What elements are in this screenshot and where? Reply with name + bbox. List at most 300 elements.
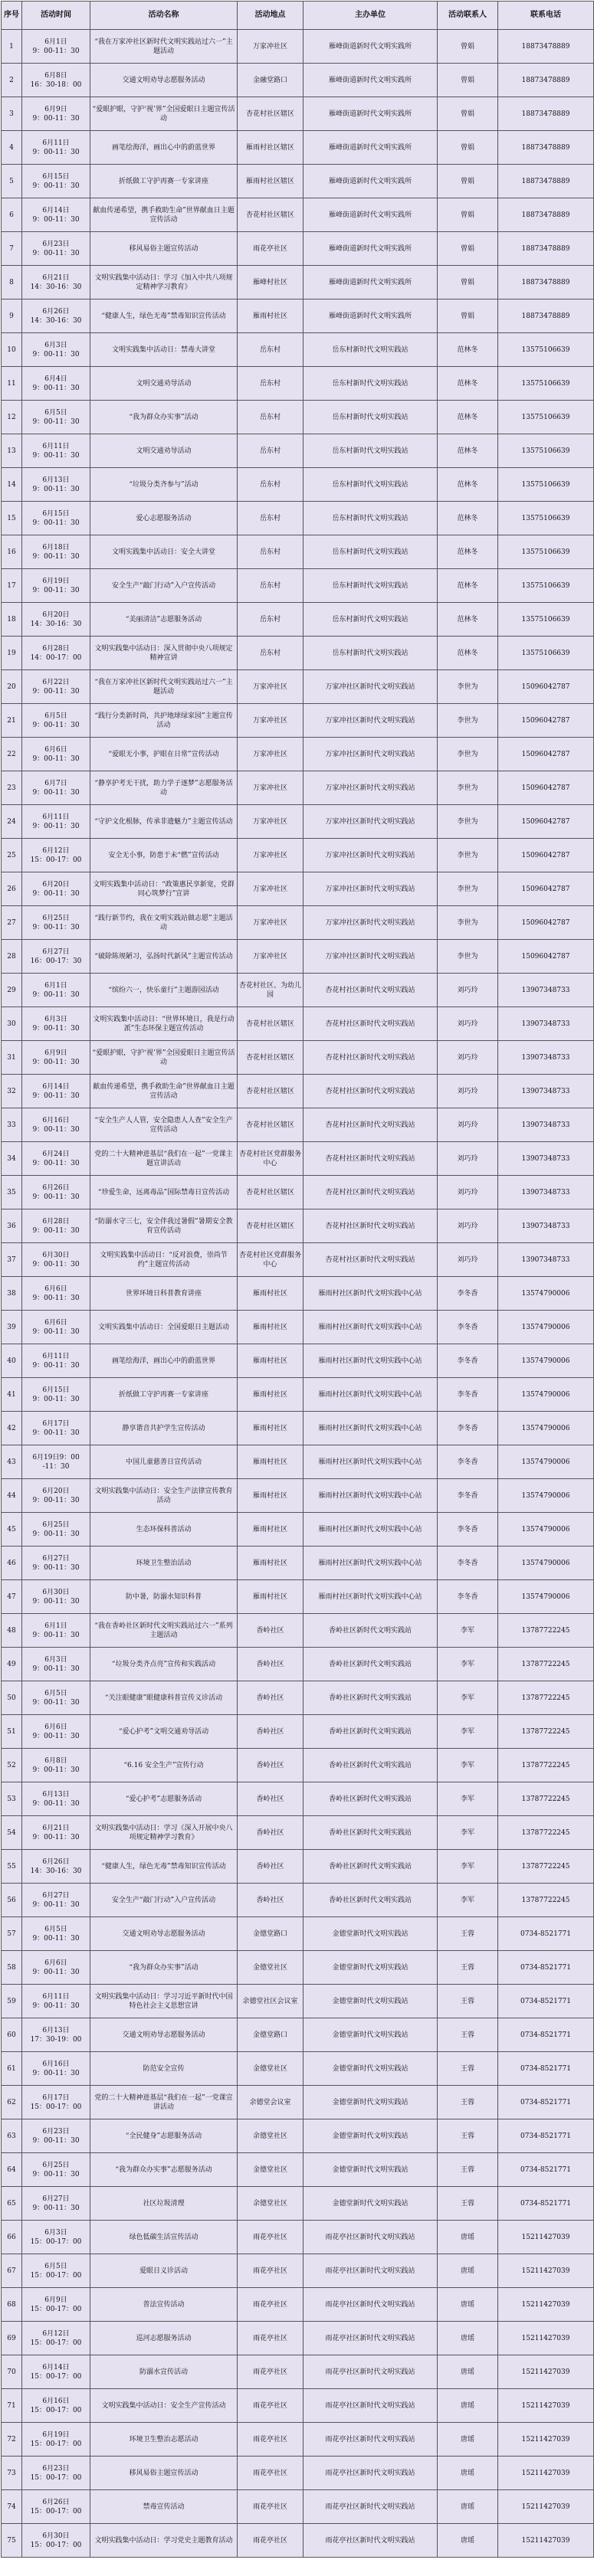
activity-time: 6月19日9：00 -11：30 xyxy=(22,1445,90,1479)
activity-organizer: 万家冲社区新时代文明实践站 xyxy=(304,872,438,906)
contact-person: 王蓉 xyxy=(438,2153,498,2187)
table-row xyxy=(2,2288,594,2322)
activity-location: 余德堂社区会议室 xyxy=(238,1985,304,2018)
activity-organizer: 金德堂新时代文明实践站 xyxy=(304,2086,438,2119)
table-row xyxy=(2,603,594,637)
contact-person: 李军 xyxy=(438,1749,498,1782)
activity-time: 6月27日 9：00-11：30 xyxy=(22,1884,90,1917)
activity-name: 折纸做工守护再赛一专家讲座 xyxy=(90,1378,238,1412)
table-row xyxy=(2,637,594,670)
activity-name: 交通文明劝导志愿服务活动 xyxy=(90,64,238,97)
contact-person: 刘巧玲 xyxy=(438,1007,498,1041)
row-index: 17 xyxy=(2,569,22,603)
activity-location: 雨花亭社区 xyxy=(238,2490,304,2524)
activity-time: 6月23日 9：00-11：30 xyxy=(22,232,90,266)
activity-location: 金德堂社区 xyxy=(238,1951,304,1985)
contact-person: 唐瑶 xyxy=(438,2490,498,2524)
activity-organizer: 金德堂新时代文明实践站 xyxy=(304,1951,438,1985)
row-index: 23 xyxy=(2,771,22,805)
contact-phone: 13907348733 xyxy=(498,1209,594,1243)
activity-name: “美丽清洁”志愿服务活动 xyxy=(90,603,238,637)
contact-phone: 15096042787 xyxy=(498,805,594,839)
row-index: 37 xyxy=(2,1243,22,1277)
activity-time: 6月9日 9：00-11：30 xyxy=(22,97,90,131)
contact-phone: 18873478889 xyxy=(498,165,594,198)
row-index: 24 xyxy=(2,805,22,839)
activity-name: 环境卫生整治活动 xyxy=(90,1547,238,1580)
row-index: 51 xyxy=(2,1715,22,1749)
activity-name: “防溺水守三七，安全伴我过暑假”暑期安全教育宣传活动 xyxy=(90,1209,238,1243)
contact-phone: 18873478889 xyxy=(498,299,594,333)
activity-location: 杏花村社区辖区 xyxy=(238,97,304,131)
contact-phone: 13574790006 xyxy=(498,1412,594,1445)
contact-phone: 13574790006 xyxy=(498,1479,594,1513)
activity-name: 献血传递希望，携手救助生命”世界献血日主题宣传活动 xyxy=(90,198,238,232)
row-index: 63 xyxy=(2,2119,22,2153)
table-row xyxy=(2,1681,594,1715)
activity-name: “安全生产人人管，安全隐患人人查”安全生产宣传活动 xyxy=(90,1108,238,1142)
row-index: 3 xyxy=(2,97,22,131)
activity-location: 杏花村社区、为幼儿园 xyxy=(238,974,304,1007)
activity-time: 6月4日 9：00-11：30 xyxy=(22,367,90,401)
contact-phone: 13907348733 xyxy=(498,1041,594,1075)
activity-organizer: 岳东村新时代文明实践站 xyxy=(304,401,438,434)
activity-location: 雁雨村社区辖区 xyxy=(238,165,304,198)
activity-location: 岳东村 xyxy=(238,434,304,468)
table-row xyxy=(2,165,594,198)
contact-phone: 15096042787 xyxy=(498,872,594,906)
activity-table xyxy=(1,1,594,2558)
row-index: 45 xyxy=(2,1513,22,1547)
contact-phone: 13787722245 xyxy=(498,1782,594,1816)
row-index: 74 xyxy=(2,2490,22,2524)
contact-phone: 15096042787 xyxy=(498,670,594,704)
row-index: 47 xyxy=(2,1580,22,1614)
contact-phone: 13907348733 xyxy=(498,974,594,1007)
table-row xyxy=(2,1614,594,1648)
activity-organizer: 香岭社区新时代文明实践站 xyxy=(304,1749,438,1782)
contact-person: 李世为 xyxy=(438,670,498,704)
contact-person: 李军 xyxy=(438,1884,498,1917)
activity-organizer: 岳东村新时代文明实践站 xyxy=(304,367,438,401)
contact-person: 李军 xyxy=(438,1782,498,1816)
activity-organizer: 雁峰街道新时代文明实践所 xyxy=(304,266,438,299)
row-index: 68 xyxy=(2,2288,22,2322)
contact-person: 范林冬 xyxy=(438,569,498,603)
table-row xyxy=(2,1445,594,1479)
activity-organizer: 万家冲社区新时代文明实践站 xyxy=(304,839,438,872)
contact-person: 唐瑶 xyxy=(438,2389,498,2423)
contact-person: 刘巧玲 xyxy=(438,1142,498,1176)
row-index: 7 xyxy=(2,232,22,266)
table-row xyxy=(2,1816,594,1850)
contact-phone: 0734-8521771 xyxy=(498,1985,594,2018)
contact-person: 唐瑶 xyxy=(438,2355,498,2389)
activity-name: 环境卫生整治志愿活动 xyxy=(90,2423,238,2457)
activity-time: 6月14日 9：00-11：30 xyxy=(22,1075,90,1108)
activity-organizer: 雁雨村社区新时代文明实践中心站 xyxy=(304,1344,438,1378)
activity-name: 文明实践集中活动日：深入贯彻中央八项规定精神宣讲 xyxy=(90,637,238,670)
contact-person: 王蓉 xyxy=(438,2052,498,2086)
contact-phone: 0734-8521771 xyxy=(498,2018,594,2052)
activity-location: 金德堂路口 xyxy=(238,1917,304,1951)
contact-phone: 15211427039 xyxy=(498,2389,594,2423)
activity-location: 岳东村 xyxy=(238,569,304,603)
header-location: 活动地点 xyxy=(238,2,304,30)
table-row xyxy=(2,1580,594,1614)
activity-location: 雨花亭社区 xyxy=(238,2457,304,2490)
activity-organizer: 杏花村社区新时代文明实践站 xyxy=(304,1176,438,1209)
row-index: 4 xyxy=(2,131,22,165)
activity-name: 文明实践集中活动日：“反对浪费，崇尚节约”主题宣传活动 xyxy=(90,1243,238,1277)
contact-phone: 15211427039 xyxy=(498,2322,594,2355)
table-row xyxy=(2,367,594,401)
table-row xyxy=(2,2153,594,2187)
row-index: 71 xyxy=(2,2389,22,2423)
activity-time: 6月3日 9：00-11：30 xyxy=(22,1007,90,1041)
contact-phone: 13907348733 xyxy=(498,1243,594,1277)
contact-phone: 0734-8521771 xyxy=(498,1917,594,1951)
activity-location: 雁雨村社区辖区 xyxy=(238,131,304,165)
activity-location: 雨花亭社区 xyxy=(238,2423,304,2457)
activity-time: 6月27日 9：00-11：30 xyxy=(22,2187,90,2221)
activity-organizer: 岳东村新时代文明实践站 xyxy=(304,535,438,569)
activity-location: 雨花亭社区 xyxy=(238,2254,304,2288)
activity-organizer: 雨花亭社区新时代文明实践站 xyxy=(304,2254,438,2288)
contact-person: 李世为 xyxy=(438,771,498,805)
contact-phone: 18873478889 xyxy=(498,266,594,299)
table-row xyxy=(2,1007,594,1041)
activity-location: 杏花村社区辖区 xyxy=(238,1209,304,1243)
table-row xyxy=(2,2389,594,2423)
contact-phone: 0734-8521771 xyxy=(498,2052,594,2086)
activity-name: 文明实践集中活动日：安全生产宣传活动 xyxy=(90,2389,238,2423)
contact-phone: 15211427039 xyxy=(498,2524,594,2558)
activity-organizer: 万家冲社区新时代文明实践站 xyxy=(304,738,438,771)
contact-phone: 13787722245 xyxy=(498,1614,594,1648)
activity-location: 雁雨村社区 xyxy=(238,1311,304,1344)
activity-organizer: 金德堂新时代文明实践站 xyxy=(304,1985,438,2018)
activity-location: 雨花亭社区 xyxy=(238,2389,304,2423)
activity-location: 雁雨村社区 xyxy=(238,299,304,333)
activity-organizer: 雨花亭社区新时代文明实践站 xyxy=(304,2322,438,2355)
activity-location: 雨花亭社区 xyxy=(238,232,304,266)
table-row xyxy=(2,266,594,299)
activity-time: 6月26日 14：30-16：30 xyxy=(22,1850,90,1884)
row-index: 54 xyxy=(2,1816,22,1850)
contact-phone: 18873478889 xyxy=(498,64,594,97)
contact-phone: 18873478889 xyxy=(498,232,594,266)
table-row xyxy=(2,502,594,535)
activity-time: 6月22日 9：00-11：30 xyxy=(22,670,90,704)
activity-time: 6月20日 14：30-16：30 xyxy=(22,603,90,637)
table-row xyxy=(2,2254,594,2288)
activity-name: 献血传递希望，携手救助生命”世界献血日主题宣传活动 xyxy=(90,1075,238,1108)
activity-organizer: 香岭社区新时代文明实践站 xyxy=(304,1681,438,1715)
row-index: 12 xyxy=(2,401,22,434)
activity-name: 静享谐音共护学生宣传活动 xyxy=(90,1412,238,1445)
activity-name: “爱眼无小事，护眼在日常”宣传活动 xyxy=(90,738,238,771)
table-row xyxy=(2,434,594,468)
table-row xyxy=(2,2355,594,2389)
activity-time: 6月17日 15：00-17：00 xyxy=(22,2086,90,2119)
contact-phone: 13574790006 xyxy=(498,1344,594,1378)
contact-person: 王蓉 xyxy=(438,2119,498,2153)
activity-name: 文明实践集中活动日：学习习近平新时代中国特色社会主义思想宣讲 xyxy=(90,1985,238,2018)
table-row xyxy=(2,401,594,434)
table-row xyxy=(2,2221,594,2254)
row-index: 59 xyxy=(2,1985,22,2018)
activity-name: 绿色低碳生活宣传活动 xyxy=(90,2221,238,2254)
activity-time: 6月9日 15：00-17：00 xyxy=(22,2288,90,2322)
activity-name: “6.16 安全生产”宣传行动 xyxy=(90,1749,238,1782)
activity-organizer: 雁峰街道新时代文明实践所 xyxy=(304,64,438,97)
contact-person: 王蓉 xyxy=(438,1985,498,2018)
activity-organizer: 岳东村新时代文明实践站 xyxy=(304,333,438,367)
activity-organizer: 金德堂新时代文明实践站 xyxy=(304,2052,438,2086)
table-row xyxy=(2,1075,594,1108)
table-row xyxy=(2,1378,594,1412)
header-time: 活动时间 xyxy=(22,2,90,30)
table-row xyxy=(2,2187,594,2221)
table-row xyxy=(2,1243,594,1277)
activity-name: “我在香岭社区新时代文明实践站过六一”系列主题活动 xyxy=(90,1614,238,1648)
row-index: 48 xyxy=(2,1614,22,1648)
contact-person: 范林冬 xyxy=(438,367,498,401)
table-row xyxy=(2,670,594,704)
activity-location: 万家冲社区 xyxy=(238,805,304,839)
activity-time: 6月1日 9：00-11：30 xyxy=(22,1614,90,1648)
activity-time: 6月12日 15：00-17：00 xyxy=(22,839,90,872)
activity-location: 雁雨村社区 xyxy=(238,1378,304,1412)
row-index: 49 xyxy=(2,1648,22,1681)
contact-phone: 13907348733 xyxy=(498,1075,594,1108)
activity-name: 安全无小事，防患于未“燃”宣传活动 xyxy=(90,839,238,872)
activity-name: 文明实践集中活动日：学习《深入开展中央八项规定精神学习教育》 xyxy=(90,1816,238,1850)
row-index: 13 xyxy=(2,434,22,468)
activity-organizer: 雨花亭社区新时代文明实践站 xyxy=(304,2221,438,2254)
activity-time: 6月15日 9：00-11：30 xyxy=(22,1378,90,1412)
activity-location: 香岭社区 xyxy=(238,1816,304,1850)
activity-location: 雁雨村社区 xyxy=(238,1344,304,1378)
activity-location: 雁雨村社区 xyxy=(238,1412,304,1445)
activity-organizer: 金德堂新时代文明实践站 xyxy=(304,2018,438,2052)
activity-name: “爱心护考”文明交通劝导活动 xyxy=(90,1715,238,1749)
contact-person: 李世为 xyxy=(438,805,498,839)
row-index: 75 xyxy=(2,2524,22,2558)
table-row xyxy=(2,1782,594,1816)
table-row xyxy=(2,1951,594,1985)
contact-person: 范林冬 xyxy=(438,502,498,535)
activity-organizer: 杏花村社区新时代文明实践站 xyxy=(304,1007,438,1041)
activity-location: 雁雨村社区 xyxy=(238,1277,304,1311)
activity-name: “健康人生，绿色无毒”禁毒知识宣传活动 xyxy=(90,1850,238,1884)
activity-location: 岳东村 xyxy=(238,333,304,367)
table-row xyxy=(2,805,594,839)
contact-person: 刘巧玲 xyxy=(438,1041,498,1075)
contact-person: 曾娟 xyxy=(438,299,498,333)
activity-location: 岳东村 xyxy=(238,468,304,502)
activity-time: 6月11日 9：00-11：30 xyxy=(22,434,90,468)
activity-location: 万家冲社区 xyxy=(238,738,304,771)
activity-name: “我在万家冲社区新时代文明实践站过六一”主题活动 xyxy=(90,670,238,704)
contact-phone: 13574790006 xyxy=(498,1547,594,1580)
activity-name: 文明交通劝导活动 xyxy=(90,434,238,468)
activity-location: 杏花村社区辖区 xyxy=(238,198,304,232)
activity-location: 香岭社区 xyxy=(238,1782,304,1816)
activity-time: 6月14日 9：00-11：30 xyxy=(22,198,90,232)
table-row xyxy=(2,2423,594,2457)
row-index: 26 xyxy=(2,872,22,906)
table-row xyxy=(2,1277,594,1311)
contact-person: 范林冬 xyxy=(438,468,498,502)
activity-time: 6月20日 9：00-11：30 xyxy=(22,1479,90,1513)
activity-location: 岳东村 xyxy=(238,535,304,569)
table-row xyxy=(2,1513,594,1547)
activity-organizer: 万家冲社区新时代文明实践站 xyxy=(304,940,438,974)
contact-phone: 13787722245 xyxy=(498,1648,594,1681)
contact-person: 李冬香 xyxy=(438,1344,498,1378)
contact-person: 李世为 xyxy=(438,940,498,974)
contact-phone: 18873478889 xyxy=(498,30,594,64)
activity-time: 6月8日 16：30-18：00 xyxy=(22,64,90,97)
row-index: 69 xyxy=(2,2322,22,2355)
activity-name: 画笔绘海洋，画出心中的蔚蓝世界 xyxy=(90,131,238,165)
activity-name: 文明实践集中活动日：“世界环境日，我是行动派”生态环保主题宣传活动 xyxy=(90,1007,238,1041)
activity-organizer: 雁峰街道新时代文明实践所 xyxy=(304,97,438,131)
table-header-row xyxy=(2,2,594,30)
activity-location: 香岭社区 xyxy=(238,1715,304,1749)
activity-name: 文明实践集中活动日：禁毒大讲堂 xyxy=(90,333,238,367)
activity-time: 6月11日 9：00-11：30 xyxy=(22,131,90,165)
contact-person: 李军 xyxy=(438,1648,498,1681)
activity-location: 余德堂会议室 xyxy=(238,2086,304,2119)
activity-name: “健康人生，绿色无毒”禁毒知识宣传活动 xyxy=(90,299,238,333)
contact-phone: 0734-8521771 xyxy=(498,2086,594,2119)
table-row xyxy=(2,872,594,906)
contact-person: 李世为 xyxy=(438,906,498,940)
activity-name: “我为群众办实事”活动 xyxy=(90,1951,238,1985)
activity-organizer: 雁雨村社区新时代文明实践中心站 xyxy=(304,1479,438,1513)
row-index: 52 xyxy=(2,1749,22,1782)
contact-person: 曾娟 xyxy=(438,131,498,165)
contact-person: 李军 xyxy=(438,1850,498,1884)
activity-organizer: 雨花亭社区新时代文明实践站 xyxy=(304,2490,438,2524)
activity-name: 交通文明劝导志愿服务活动 xyxy=(90,1917,238,1951)
table-row xyxy=(2,2490,594,2524)
contact-person: 范林冬 xyxy=(438,535,498,569)
activity-organizer: 香岭社区新时代文明实践站 xyxy=(304,1715,438,1749)
table-row xyxy=(2,1884,594,1917)
contact-person: 刘巧玲 xyxy=(438,1243,498,1277)
activity-organizer: 雁雨村社区新时代文明实践中心站 xyxy=(304,1547,438,1580)
activity-organizer: 雨花亭社区新时代文明实践站 xyxy=(304,2288,438,2322)
contact-phone: 13574790006 xyxy=(498,1513,594,1547)
activity-name: “静享护考无干扰，助力学子逐梦”志愿服务活动 xyxy=(90,771,238,805)
contact-person: 曾娟 xyxy=(438,198,498,232)
header-index: 序号 xyxy=(2,2,22,30)
contact-person: 李冬香 xyxy=(438,1277,498,1311)
activity-organizer: 杏花村社区新时代文明实践站 xyxy=(304,974,438,1007)
contact-phone: 13787722245 xyxy=(498,1816,594,1850)
contact-phone: 13575106639 xyxy=(498,333,594,367)
activity-organizer: 杏花村社区新时代文明实践站 xyxy=(304,1041,438,1075)
activity-organizer: 香岭社区新时代文明实践站 xyxy=(304,1782,438,1816)
activity-location: 万家冲社区 xyxy=(238,872,304,906)
activity-location: 杏花村社区党群服务中心 xyxy=(238,1243,304,1277)
activity-organizer: 雨花亭社区新时代文明实践站 xyxy=(304,2355,438,2389)
row-index: 18 xyxy=(2,603,22,637)
table-row xyxy=(2,738,594,771)
row-index: 1 xyxy=(2,30,22,64)
activity-organizer: 杏花村社区新时代文明实践站 xyxy=(304,1142,438,1176)
activity-organizer: 杏花村社区新时代文明实践站 xyxy=(304,1209,438,1243)
activity-name: “爱眼护眼，守护‘视’界”全国爱眼日主题宣传活动 xyxy=(90,97,238,131)
activity-location: 金德堂社区 xyxy=(238,2153,304,2187)
activity-time: 6月30日 9：00-11：30 xyxy=(22,1243,90,1277)
activity-time: 6月13日 9：00-11：30 xyxy=(22,1782,90,1816)
row-index: 62 xyxy=(2,2086,22,2119)
table-row xyxy=(2,30,594,64)
contact-person: 李冬香 xyxy=(438,1311,498,1344)
activity-organizer: 香岭社区新时代文明实践站 xyxy=(304,1816,438,1850)
activity-time: 6月11日 9：00-11：30 xyxy=(22,1344,90,1378)
contact-person: 唐瑶 xyxy=(438,2322,498,2355)
table-row xyxy=(2,1412,594,1445)
row-index: 61 xyxy=(2,2052,22,2086)
contact-phone: 13574790006 xyxy=(498,1311,594,1344)
row-index: 14 xyxy=(2,468,22,502)
table-row xyxy=(2,1479,594,1513)
contact-phone: 15096042787 xyxy=(498,704,594,738)
table-row xyxy=(2,1209,594,1243)
activity-organizer: 香岭社区新时代文明实践站 xyxy=(304,1884,438,1917)
row-index: 25 xyxy=(2,839,22,872)
contact-phone: 18873478889 xyxy=(498,131,594,165)
contact-person: 曾娟 xyxy=(438,30,498,64)
contact-phone: 13907348733 xyxy=(498,1007,594,1041)
table-row xyxy=(2,468,594,502)
table-row xyxy=(2,1850,594,1884)
activity-name: 文明实践集中活动日：安全大讲堂 xyxy=(90,535,238,569)
activity-name: “我为群众办实事”志愿服务活动 xyxy=(90,2153,238,2187)
activity-time: 6月14日 15：00-17：00 xyxy=(22,2355,90,2389)
activity-name: 安全生产“敲门行动”入户宣传活动 xyxy=(90,1884,238,1917)
activity-time: 6月27日 9：00-11：30 xyxy=(22,1547,90,1580)
contact-phone: 13907348733 xyxy=(498,1142,594,1176)
activity-location: 香岭社区 xyxy=(238,1614,304,1648)
activity-name: “我为群众办实事”活动 xyxy=(90,401,238,434)
row-index: 73 xyxy=(2,2457,22,2490)
contact-person: 范林冬 xyxy=(438,333,498,367)
activity-time: 6月25日 9：00-11：30 xyxy=(22,1513,90,1547)
contact-phone: 13575106639 xyxy=(498,535,594,569)
activity-location: 金融堂路口 xyxy=(238,64,304,97)
activity-location: 岳东村 xyxy=(238,603,304,637)
activity-organizer: 岳东村新时代文明实践站 xyxy=(304,569,438,603)
table-row xyxy=(2,906,594,940)
activity-location: 余德堂社区 xyxy=(238,2119,304,2153)
contact-person: 唐瑶 xyxy=(438,2457,498,2490)
row-index: 60 xyxy=(2,2018,22,2052)
contact-phone: 15096042787 xyxy=(498,839,594,872)
contact-phone: 13787722245 xyxy=(498,1884,594,1917)
row-index: 35 xyxy=(2,1176,22,1209)
row-index: 34 xyxy=(2,1142,22,1176)
row-index: 16 xyxy=(2,535,22,569)
activity-time: 6月26日 15：00-17：00 xyxy=(22,2490,90,2524)
activity-time: 6月5日 9：00-11：30 xyxy=(22,401,90,434)
